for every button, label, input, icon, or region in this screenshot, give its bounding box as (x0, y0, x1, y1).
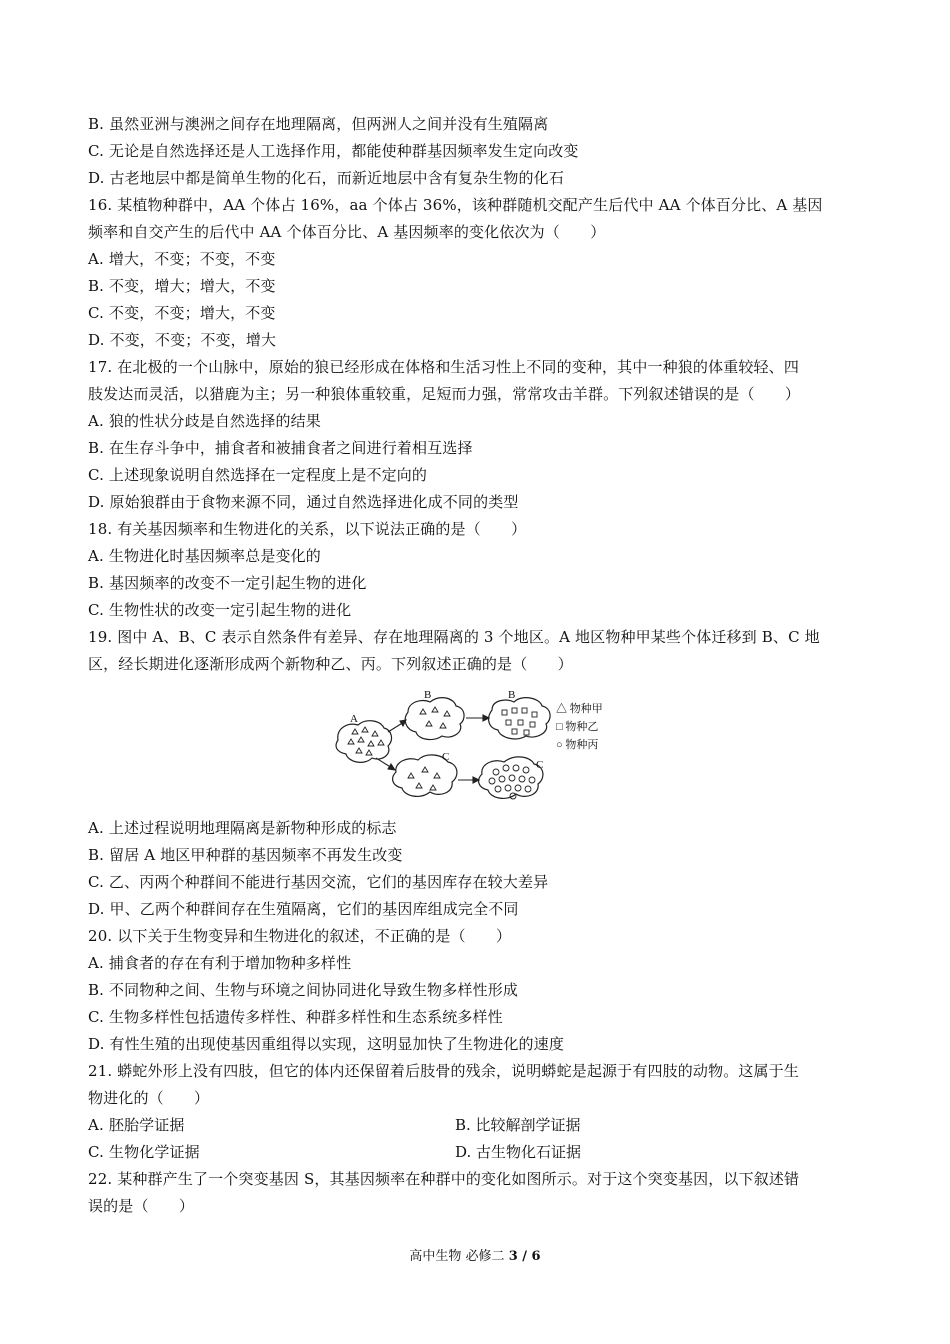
species-bing-circle (489, 778, 495, 784)
q20-option-d: D. 有性生殖的出现使基因重组得以实现，这明显加快了生物进化的速度 (88, 1035, 564, 1053)
species-bing-circle (529, 777, 535, 783)
q19-stem-line2: 区，经长期进化逐渐形成两个新物种乙、丙。下列叙述正确的是（ ） (88, 655, 573, 673)
species-jia-triangle (408, 773, 414, 778)
species-bing-circle (523, 767, 529, 773)
q20-option-a: A. 捕食者的存在有利于增加物种多样性 (88, 954, 352, 972)
q19-stem-line1: 19. 图中 A、B、C 表示自然条件有差异、存在地理隔离的 3 个地区。A 地区物种甲某些个体迁移到 B、C 地 (88, 628, 820, 646)
q16-stem-line1: 16. 某植物种群中，AA 个体占 16%，aa 个体占 36%，该种群随机交配产生后代中 AA 个体百分比、A 基因 (88, 196, 823, 214)
species-yi-square (532, 712, 537, 717)
species-yi-square (506, 720, 511, 725)
q18-option-a: A. 生物进化时基因频率总是变化的 (88, 547, 321, 565)
species-bing-circle (525, 786, 531, 792)
arrow-a-to-c-head (388, 764, 395, 770)
page-number: 3 / 6 (508, 1249, 541, 1264)
q20-option-c: C. 生物多样性包括遗传多样性、种群多样性和生态系统多样性 (88, 1008, 503, 1026)
q19-option-c: C. 乙、丙两个种群间不能进行基因交流，它们的基因库存在较大差异 (88, 873, 549, 891)
label-b-new: B (508, 689, 516, 701)
region-b-blob (405, 698, 464, 740)
species-jia-triangle (378, 740, 384, 745)
q16-option-b: B. 不变，增大；增大，不变 (88, 277, 276, 295)
label-b: B (424, 689, 432, 701)
q17-option-b: B. 在生存斗争中，捕食者和被捕食者之间进行着相互选择 (88, 439, 473, 457)
arrow-a-to-b-head (400, 720, 406, 726)
q21-option-a: A. 胚胎学证据 (88, 1116, 185, 1134)
q19-option-d: D. 甲、乙两个种群间存在生殖隔离，它们的基因库组成完全不同 (88, 900, 519, 918)
q22-stem-line1: 22. 某种群产生了一个突变基因 S，其基因频率在种群中的变化如图所示。对于这个突变基因，以下叙述错 (88, 1170, 800, 1188)
footer-title: 高中生物 必修二 (409, 1249, 509, 1264)
label-a: A (350, 713, 358, 725)
species-jia-triangle (352, 729, 358, 734)
q15-option-c: C. 无论是自然选择还是人工选择作用，都能使种群基因频率发生定向改变 (88, 142, 579, 160)
species-jia-triangle (426, 721, 432, 726)
q21-option-b: B. 比较解剖学证据 (455, 1116, 581, 1134)
q19-option-a: A. 上述过程说明地理隔离是新物种形成的标志 (88, 819, 397, 837)
species-jia-triangle (362, 727, 368, 732)
species-jia-triangle (368, 741, 374, 746)
speciation-diagram (330, 688, 622, 810)
species-jia-triangle (432, 707, 438, 712)
q22-stem-line2: 误的是（ ） (88, 1197, 195, 1215)
species-jia-triangle (356, 748, 362, 753)
species-yi-square (512, 729, 517, 734)
species-bing-circle (503, 765, 509, 771)
q17-stem-line2: 肢发达而灵活，以猎鹿为主；另一种狼体重较重，足短而力强，常常攻击羊群。下列叙述错误的是（ ） (88, 385, 801, 403)
q17-option-a: A. 狼的性状分歧是自然选择的结果 (88, 412, 321, 430)
q19-option-b: B. 留居 A 地区甲种群的基因频率不再发生改变 (88, 846, 403, 864)
q21-stem-line2: 物进化的（ ） (88, 1089, 210, 1107)
species-yi-square (524, 730, 529, 735)
q21-stem-line1: 21. 蟒蛇外形上没有四肢，但它的体内还保留着后肢骨的残余，说明蟒蛇是起源于有四肢的动物。这属于生 (88, 1062, 799, 1080)
species-jia-triangle (358, 737, 364, 742)
species-jia-triangle (422, 767, 428, 772)
q16-option-d: D. 不变，不变；不变，增大 (88, 331, 277, 349)
q21-option-c: C. 生物化学证据 (88, 1143, 200, 1161)
q18-option-c: C. 生物性状的改变一定引起生物的进化 (88, 601, 352, 619)
legend-species-bing: ○ 物种丙 (556, 739, 599, 751)
species-yi-square (502, 710, 507, 715)
species-bing-circle (493, 769, 499, 775)
q20-option-b: B. 不同物种之间、生物与环境之间协同进化导致生物多样性形成 (88, 981, 519, 999)
species-bing-circle (509, 775, 515, 781)
q18-option-b: B. 基因频率的改变不一定引起生物的进化 (88, 574, 367, 592)
species-bing-circle (499, 776, 505, 782)
species-yi-square (512, 708, 517, 713)
legend-species-yi: □ 物种乙 (556, 721, 599, 733)
q21-option-d: D. 古生物化石证据 (455, 1143, 582, 1161)
q15-option-b: B. 虽然亚洲与澳洲之间存在地理隔离，但两洲人之间并没有生殖隔离 (88, 115, 549, 133)
species-bing-circle (513, 765, 519, 771)
label-c: C (442, 751, 450, 763)
label-c-new: C (536, 759, 544, 771)
species-jia-triangle (420, 709, 426, 714)
q16-option-c: C. 不变，不变；增大，不变 (88, 304, 276, 322)
species-yi-square (530, 722, 535, 727)
species-yi-square (522, 708, 527, 713)
q20-stem: 20. 以下关于生物变异和生物进化的叙述，不正确的是（ ） (88, 927, 512, 945)
species-bing-circle (505, 785, 511, 791)
q18-stem: 18. 有关基因频率和生物进化的关系，以下说法正确的是（ ） (88, 520, 527, 538)
species-jia-triangle (372, 731, 378, 736)
region-b-new-blob (489, 698, 550, 739)
species-jia-triangle (440, 723, 446, 728)
species-jia-triangle (348, 739, 354, 744)
q15-option-d: D. 古老地层中都是简单生物的化石，而新近地层中含有复杂生物的化石 (88, 169, 564, 187)
q17-option-d: D. 原始狼群由于食物来源不同，通过自然选择进化成不同的类型 (88, 493, 519, 511)
species-yi-square (518, 720, 523, 725)
q16-option-a: A. 增大，不变；不变，不变 (88, 250, 276, 268)
species-jia-triangle (416, 783, 422, 788)
legend-species-jia: △ 物种甲 (556, 703, 603, 715)
page-footer (0, 1248, 950, 1266)
q16-stem-line2: 频率和自交产生的后代中 AA 个体百分比、A 基因频率的变化依次为（ ） (88, 223, 606, 241)
species-bing-circle (519, 776, 525, 782)
species-jia-triangle (444, 711, 450, 716)
q17-stem-line1: 17. 在北极的一个山脉中，原始的狼已经形成在体格和生活习性上不同的变种，其中一种狼的体重较轻、四 (88, 358, 799, 376)
species-bing-circle (515, 785, 521, 791)
species-bing-circle (495, 786, 501, 792)
species-jia-triangle (366, 750, 372, 755)
species-jia-triangle (430, 785, 436, 790)
q17-option-c: C. 上述现象说明自然选择在一定程度上是不定向的 (88, 466, 428, 484)
species-jia-triangle (434, 773, 440, 778)
